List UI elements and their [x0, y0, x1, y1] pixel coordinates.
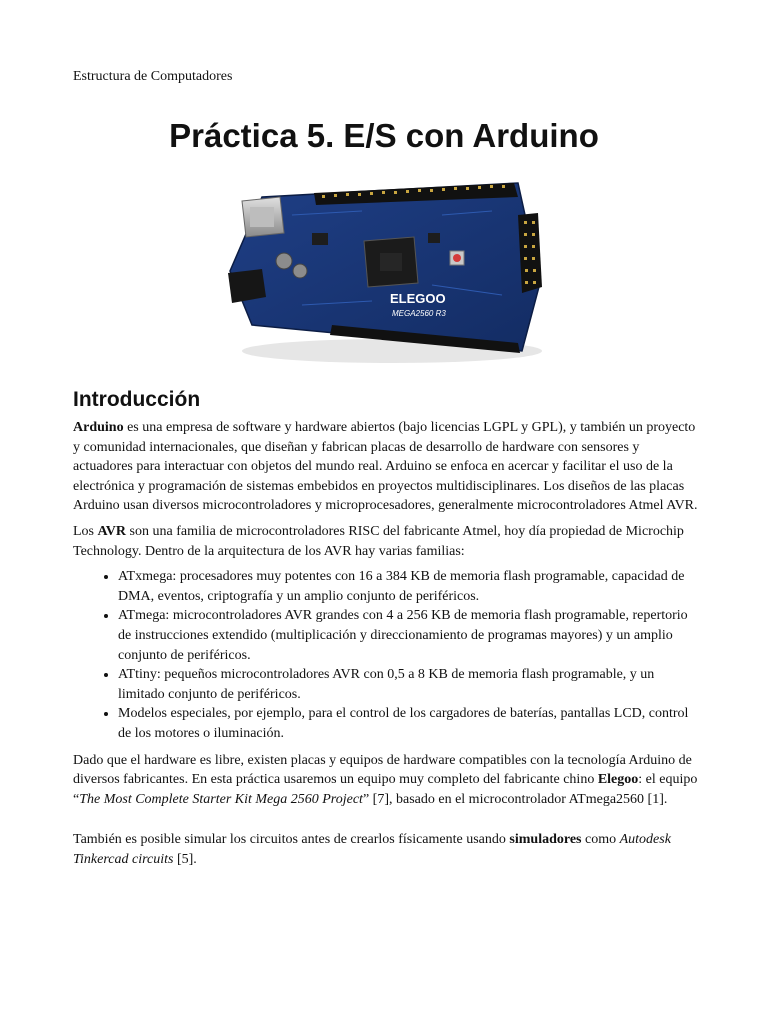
paragraph-avr: [73, 522, 701, 561]
bold-avr: AVR: [97, 523, 127, 539]
paragraph-text: es una empresa de software y hardware abiertos (bajo licencias LGPL y GPL), y también un proyecto y comunidad internacionales, que diseñan y fabrican placas de desarrollo de hardware con sensores y actuadores para interactuar con objetos del mundo real. Arduino se enfoca en acercar y facilitar el uso de la electrónica y programación de sistemas embebidos en proyectos multidisciplinares. Los diseños de las placas Arduino usan diversos microcontroladores y microprocesadores, generalmente microcontroladores Atmel AVR.: [73, 420, 698, 514]
kit-title: The Most Complete Starter Kit Mega 2560 Project: [79, 791, 363, 807]
page-title: Práctica 5. E/S con Arduino: [169, 117, 599, 154]
arduino-board-image: [222, 175, 552, 367]
paragraph-text: Los: [73, 523, 98, 539]
list-item: • ATxmega: procesadores muy potentes con 16 a 384 KB de memoria flash programable, capacidad de DMA, eventos, criptografía y un amplio conjunto de periféricos.: [118, 567, 701, 606]
board-model-text: MEGA2560 R3: [392, 309, 446, 318]
board-brand-text: ELEGOO: [390, 291, 446, 306]
paragraph-text: Dado que el hardware es libre, existen placas y equipos de hardware compatibles con la tecnología Arduino de diversos fabricantes. En esta práctica usaremos un equipo muy completo del fabricante chino: [73, 752, 692, 788]
paragraph-simuladores: [73, 830, 701, 869]
list-item: • ATtiny: pequeños microcontroladores AVR con 0,5 a 8 KB de memoria flash programable, y un limitado conjunto de periféricos.: [118, 665, 701, 704]
avr-family-list: [73, 567, 701, 743]
list-item: • Modelos especiales, por ejemplo, para el control de los cargadores de baterías, pantallas LCD, control de los motores o iluminación.: [118, 704, 701, 743]
paragraph-text: son una familia de microcontroladores RISC del fabricante Atmel, hoy día propiedad de Microchip Technology. Dentro de la arquitectura de los AVR hay varias familias:: [73, 523, 684, 559]
paragraph-text: : el equipo “: [73, 772, 698, 807]
introduction-body: [73, 418, 701, 875]
section-heading-introduccion: Introducción: [73, 388, 201, 411]
paragraph-text: ” [7], basado en el microcontrolador ATmega2560 [1].: [362, 791, 668, 807]
page-header: Estructura de Computadores: [73, 69, 233, 84]
paragraph-arduino: [73, 418, 701, 516]
bold-arduino: Arduino: [73, 420, 124, 435]
bold-simuladores: simuladores: [509, 832, 582, 848]
paragraph-text: como: [581, 832, 620, 848]
bold-elegoo: Elegoo: [597, 772, 639, 788]
paragraph-text: También es posible simular los circuitos antes de crearlos físicamente usando: [73, 832, 510, 848]
paragraph-text: [5].: [173, 851, 197, 867]
paragraph-elegoo: [73, 751, 701, 810]
list-item: • ATmega: microcontroladores AVR grandes con 4 a 256 KB de memoria flash programable, repertorio de instrucciones extendido (multiplicación y direccionamiento de programas mayores) y un amplio conjunto de periféricos.: [118, 606, 701, 665]
tinkercad-name: Autodesk Tinkercad circuits: [73, 832, 671, 867]
